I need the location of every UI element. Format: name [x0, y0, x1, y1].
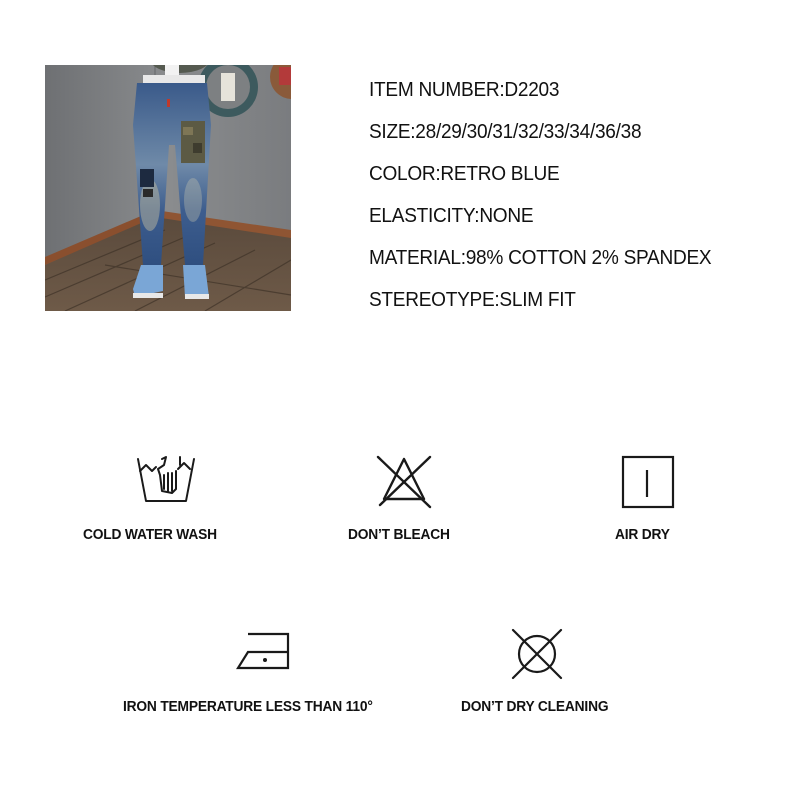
no-dry-clean-icon: [510, 627, 564, 681]
care-label-dont-dry-clean: DON’T DRY CLEANING: [461, 699, 609, 715]
iron-low-heat-icon: [236, 632, 294, 674]
spec-stereotype: STEREOTYPE:SLIM FIT: [369, 288, 576, 311]
line-dry-icon: [621, 455, 675, 509]
spec-material: MATERIAL:98% COTTON 2% SPANDEX: [369, 246, 712, 269]
care-label-dont-bleach: DON’T BLEACH: [348, 527, 450, 543]
no-bleach-icon: [374, 453, 434, 509]
spec-item-number: ITEM NUMBER:D2203: [369, 78, 560, 101]
product-photo: [45, 65, 291, 311]
spec-color: COLOR:RETRO BLUE: [369, 162, 560, 185]
jeans-photo-illustration: [45, 65, 291, 311]
care-label-cold-water-wash: COLD WATER WASH: [83, 527, 217, 543]
spec-list: [369, 80, 737, 332]
care-label-iron: IRON TEMPERATURE LESS THAN 110°: [123, 699, 373, 715]
hand-wash-tub-icon: [136, 455, 196, 507]
care-label-air-dry: AIR DRY: [615, 527, 670, 543]
spec-elasticity: ELASTICITY:NONE: [369, 204, 534, 227]
spec-size: SIZE:28/29/30/31/32/33/34/36/38: [369, 120, 642, 143]
